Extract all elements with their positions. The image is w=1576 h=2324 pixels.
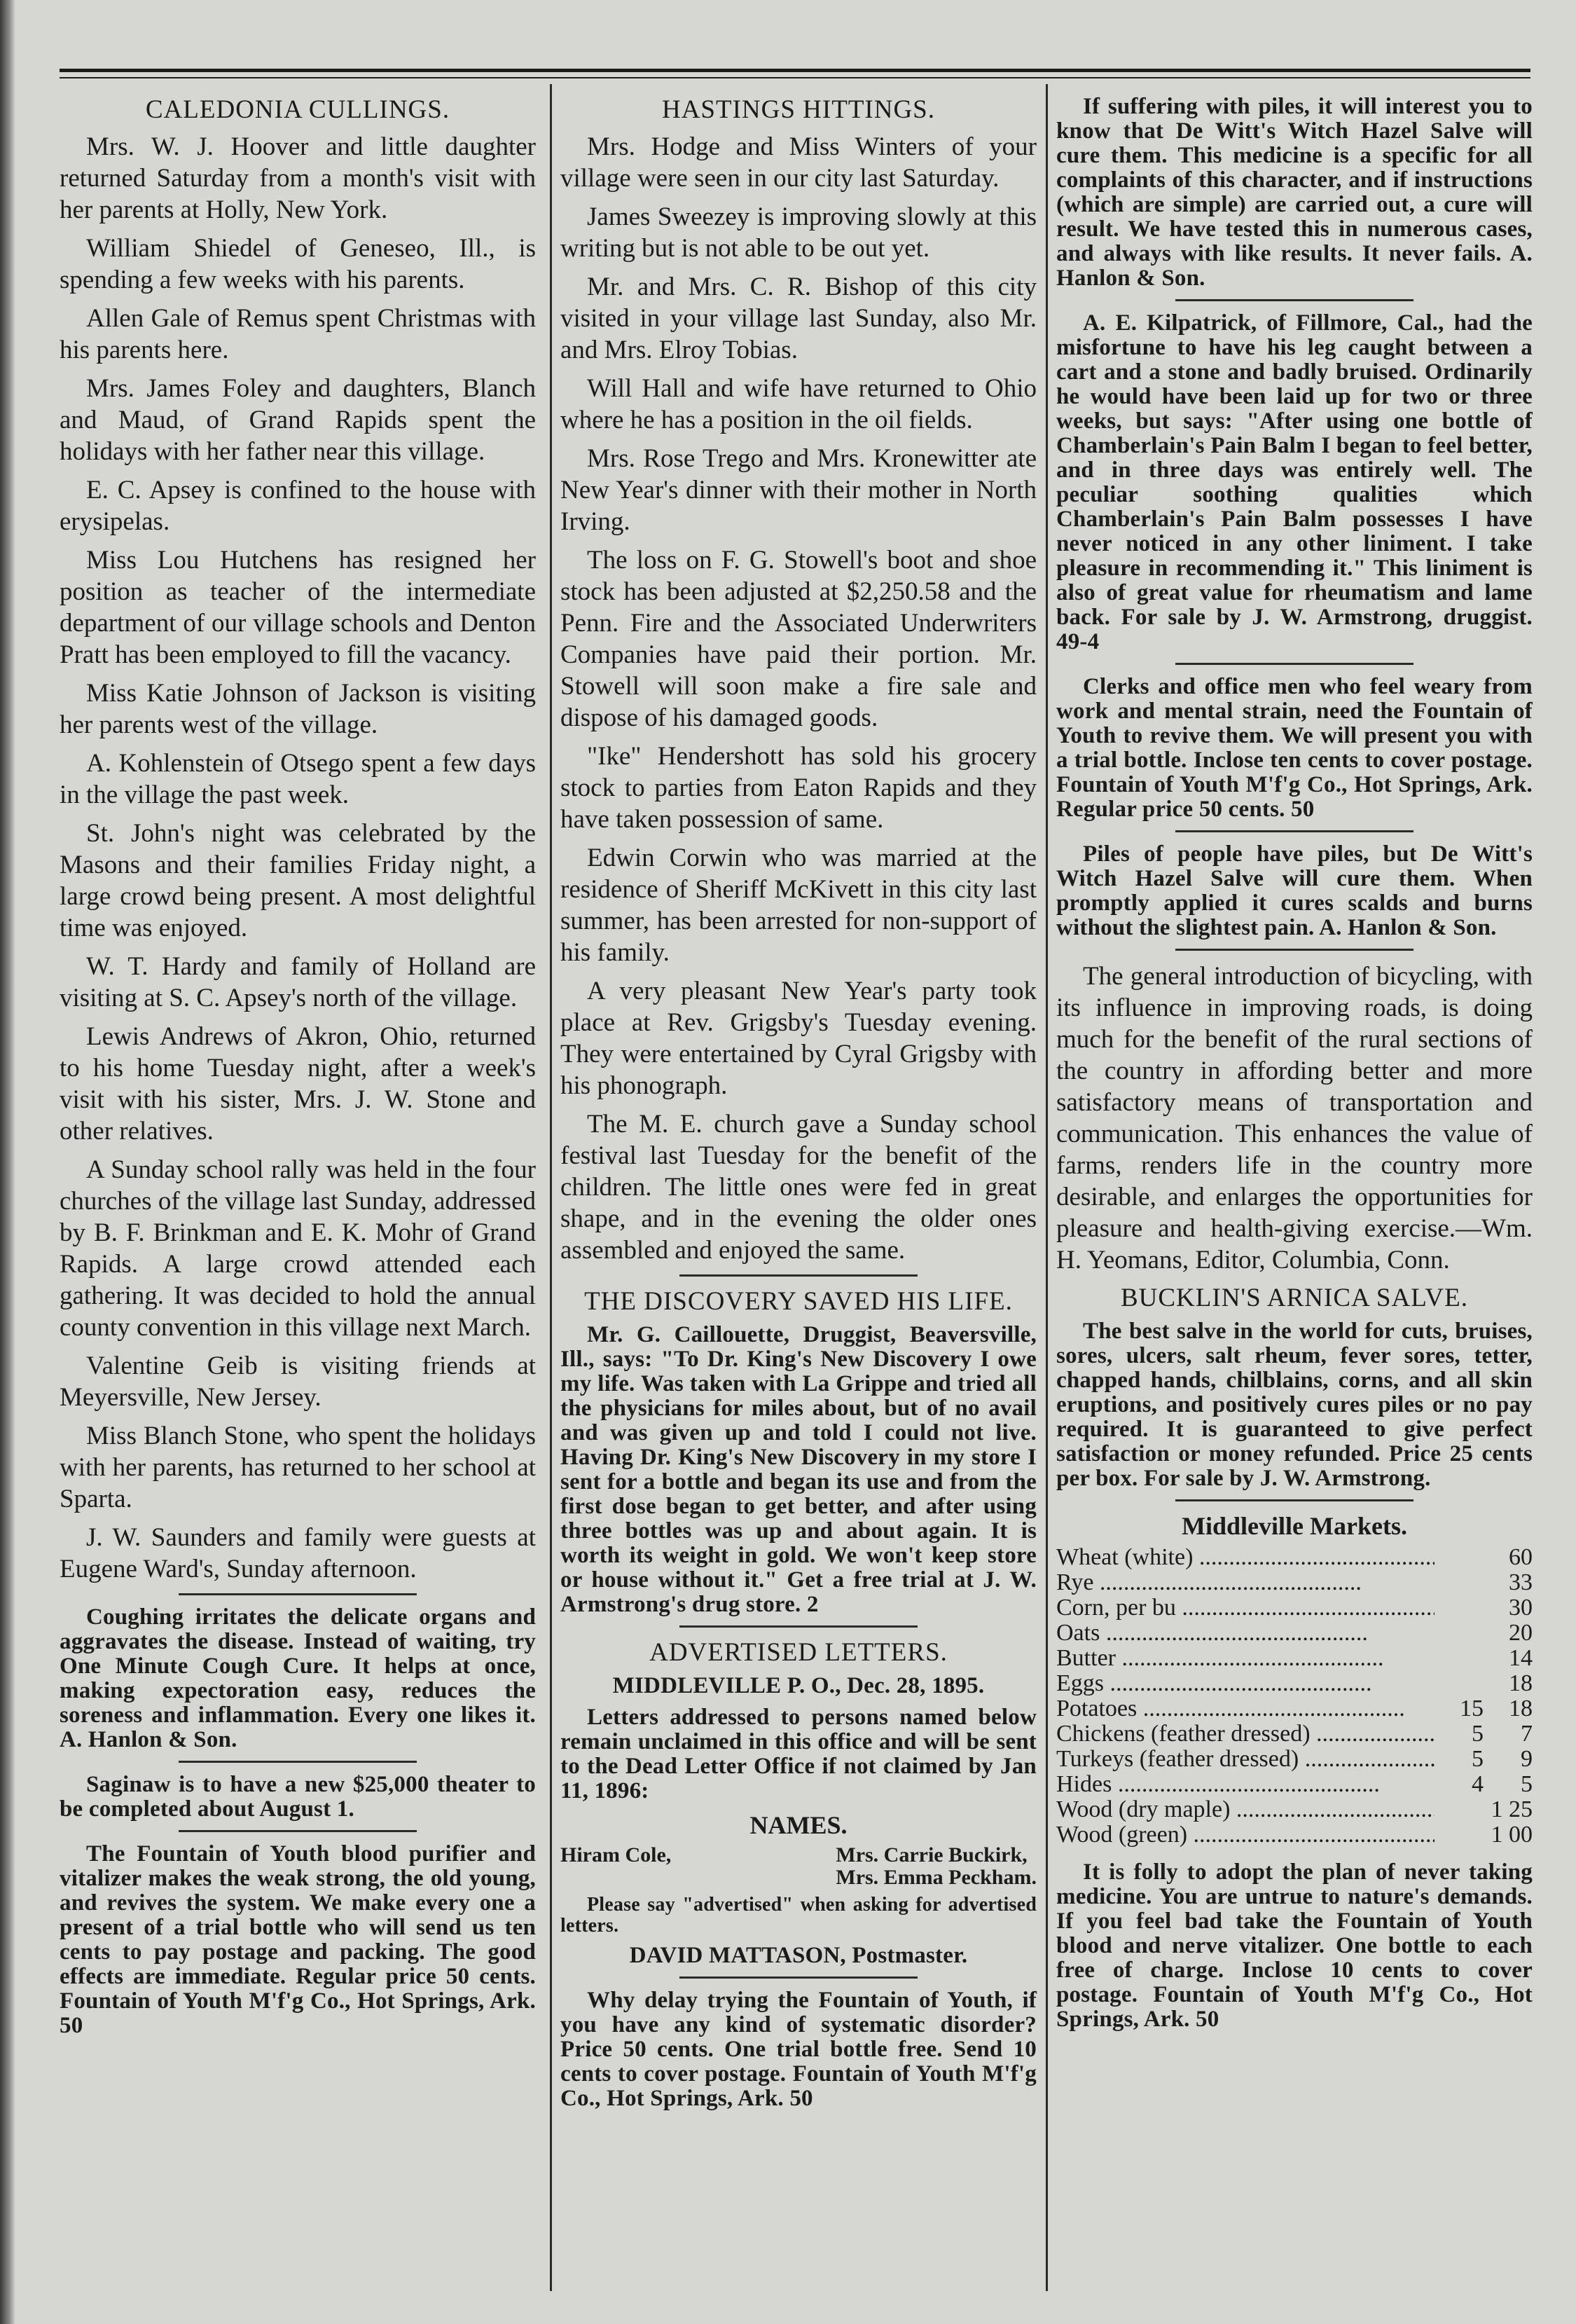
market-price-high: 18 (1509, 1696, 1533, 1721)
market-price-low: 5 (1472, 1721, 1484, 1747)
advertisement-text: Mr. G. Caillouette, Druggist, Beaversville, Ill., says: "To Dr. King's New Discovery I owe my life. Was taken with La Grippe and tried all the physicians for miles about, but of no avail and was given up and told I could not live. Having Dr. King's New Discovery in my store I sent for a bottle and began its use and from the first dose began to get better, and after using three bottles was up and about again. It is worth its weight in gold. We won't keep store or house without it." Get a free trial at J. W. Armstrong's drug store. 2 (560, 1322, 1037, 1617)
news-item: The loss on F. G. Stowell's boot and shoe stock has been adjusted at $2,250.58 and the Penn. Fire and the Associated Underwriters Companies have paid their portion. Mr. Stowell will soon make a fire sale and dispose of his damaged goods. (560, 546, 1037, 732)
market-price-high: 1 25 (1491, 1796, 1533, 1822)
news-item: The M. E. church gave a Sunday school festival last Tuesday for the benefit of the children. The little ones were fed in great shape, and in the evening the older ones assembled and enjoyed the same. (560, 1110, 1037, 1265)
market-price-high: 9 (1521, 1746, 1533, 1772)
news-item: "Ike" Hendershott has sold his grocery stock to parties from Eaton Rapids and they have taken possession of same. (560, 742, 1037, 834)
article-heading: BUCKLIN'S ARNICA SALVE. (1120, 1284, 1468, 1312)
market-price-low (1435, 1797, 1484, 1822)
market-price-high: 7 (1521, 1721, 1533, 1747)
market-price-high: 60 (1509, 1544, 1533, 1570)
advertisement-text: It is folly to adopt the plan of never taking medicine. You are untrue to nature's demands. If you feel bad take the Fountain of Youth blood and nerve vitalizer. One bottle to each free of charge. Inclose 10 cents to cover postage. Fountain of Youth M'f'g Co., Hot Springs, Ark. 50 (1056, 1859, 1533, 2032)
market-price-low (1435, 1545, 1484, 1570)
letter-names-right (836, 1844, 1037, 1889)
note-text: Please say "advertised" when asking for advertised letters. (560, 1894, 1037, 1937)
section-rule (1175, 663, 1413, 665)
news-item: Mrs. Rose Trego and Mrs. Kronewitter ate New Year's dinner with their mother in North Irving. (560, 444, 1037, 536)
news-item: St. John's night was celebrated by the Masons and their families Friday night, a large crowd being present. A most delightful time was enjoyed. (60, 819, 536, 942)
market-price-high: 1 00 (1491, 1822, 1533, 1848)
top-rule-thick (60, 69, 1530, 72)
section-rule (679, 1625, 918, 1628)
news-item: Valentine Geib is visiting friends at Meyersville, New Jersey. (60, 1352, 536, 1412)
market-row (1056, 1747, 1533, 1772)
market-row (1056, 1621, 1533, 1646)
letter-name: Mrs. Carrie Buckirk, (836, 1843, 1028, 1866)
letter-name: Mrs. Emma Peckham. (836, 1866, 1037, 1889)
news-item: A Sunday school rally was held in the four churches of the village last Sunday, addressed by B. F. Brinkman and E. K. Mohr of Grand Rapids. A large crowd attended each gathering. It was decided to hold the annual county convention in this village next March. (60, 1155, 536, 1342)
news-item: Mrs. W. J. Hoover and little daughter returned Saturday from a month's visit with her parents at Holly, New York. (60, 132, 536, 224)
news-item: Miss Lou Hutchens has resigned her position as teacher of the intermediate department of our village schools and Denton Pratt has been employed to fill the vacancy. (60, 546, 536, 669)
news-item: Miss Blanch Stone, who spent the holidays with her parents, has returned to her school at Sparta. (60, 1422, 536, 1513)
market-price-high: 18 (1509, 1670, 1533, 1696)
column-2 (560, 95, 1037, 2118)
advertisement-text: Saginaw is to have a new $25,000 theater to be completed about August 1. (60, 1772, 536, 1822)
market-item: Turkeys (feather dressed) ..... (1056, 1747, 1435, 1772)
market-price-low (1435, 1822, 1484, 1848)
market-price-low: 15 (1460, 1696, 1484, 1721)
section-rule (179, 1761, 417, 1763)
market-item: Corn, per bu ..... (1056, 1595, 1435, 1621)
market-price-high: 33 (1509, 1569, 1533, 1595)
market-price-low (1435, 1595, 1484, 1621)
news-item: William Shiedel of Geneseo, Ill., is spending a few weeks with his parents. (60, 234, 536, 294)
market-row (1056, 1822, 1533, 1848)
market-item: Wheat (white) ..... (1056, 1545, 1435, 1570)
news-item: A. Kohlenstein of Otsego spent a few days in the village the past week. (60, 749, 536, 809)
market-price-low (1435, 1621, 1484, 1646)
news-item: Lewis Andrews of Akron, Ohio, returned to his home Tuesday night, after a week's visit with his sister, Mrs. J. W. Stone and other relatives. (60, 1022, 536, 1146)
market-price-low (1435, 1646, 1484, 1671)
column-divider (1046, 84, 1048, 2291)
column-1 (60, 95, 536, 2045)
section-rule (1175, 830, 1413, 832)
market-item: Wood (green) ..... (1056, 1822, 1435, 1848)
market-item: Oats ..... (1056, 1621, 1435, 1646)
news-item: Mr. and Mrs. C. R. Bishop of this city visited in your village last Sunday, also Mr. and Mrs. Elroy Tobias. (560, 273, 1037, 364)
advertisement-text: The best salve in the world for cuts, bruises, sores, ulcers, salt rheum, fever sores, tetter, chapped hands, chilblains, corns, and all skin eruptions, and positively cures piles or no pay required. It is guaranteed to give perfect satisfaction or money refunded. Price 25 cents per box. For sale by J. W. Armstrong. (1056, 1319, 1533, 1491)
market-item: Rye ..... (1056, 1570, 1435, 1595)
advertisement-text: A. E. Kilpatrick, of Fillmore, Cal., had the misfortune to have his leg caught between a cart and a stone and badly bruised. Ordinarily he would have been laid up for two or three weeks, but says: "After using one bottle of Chamberlain's Pain Balm I began to feel better, and in three days was entirely well. The peculiar soothing qualities which Chamberlain's Pain Balm possesses I have never noticed in any other liniment. I take pleasure in recommending it." This liniment is also of great value for rheumatism and lame back. For sale by J. W. Armstrong, druggist. 49-4 (1056, 310, 1533, 654)
article-heading: ADVERTISED LETTERS. (649, 1638, 948, 1667)
top-rule-thin (60, 77, 1530, 78)
news-item: Will Hall and wife have returned to Ohio where he has a position in the oil fields. (560, 374, 1037, 434)
market-price-high: 20 (1509, 1620, 1533, 1646)
centered-line: DAVID MATTASON, Postmaster. (629, 1943, 968, 1968)
advertisement-text: If suffering with piles, it will interest you to know that De Witt's Witch Hazel Salve will cure them. This medicine is a specific for all complaints of this character, and if instructions (which are simple) are carried out, a cure will result. We have tested this in numerous cases, and always with like results. It never fails. A. Hanlon & Son. (1056, 94, 1533, 291)
market-row (1056, 1595, 1533, 1621)
market-item: Wood (dry maple) ..... (1056, 1797, 1435, 1822)
news-item: W. T. Hardy and family of Holland are visiting at S. C. Apsey's north of the village. (60, 952, 536, 1012)
news-item: Mrs. James Foley and daughters, Blanch and Maud, of Grand Rapids spent the holidays with her father near this village. (60, 374, 536, 466)
market-row (1056, 1797, 1533, 1822)
news-item: James Sweezey is improving slowly at this writing but is not able to be out yet. (560, 202, 1037, 263)
news-item: Allen Gale of Remus spent Christmas with his parents here. (60, 304, 536, 364)
advertisement-text: Why delay trying the Fountain of Youth, if you have any kind of systematic disorder? Price 50 cents. One trial bottle free. Send 10 cents to cover postage. Fountain of Youth M'f'g Co., Hot Springs, Ark. 50 (560, 1988, 1037, 2111)
market-price-low (1435, 1671, 1484, 1696)
scan-edge (0, 0, 15, 2324)
article-heading: THE DISCOVERY SAVED HIS LIFE. (584, 1287, 1013, 1316)
news-item: J. W. Saunders and family were guests at Eugene Ward's, Sunday afternoon. (60, 1523, 536, 1583)
market-price-high: 5 (1521, 1771, 1533, 1797)
market-item: Chickens (feather dressed) ..... (1056, 1721, 1435, 1747)
market-price-low (1435, 1570, 1484, 1595)
market-price-high: 14 (1509, 1645, 1533, 1671)
market-item: Hides ..... (1056, 1772, 1435, 1797)
market-price-low: 4 (1472, 1771, 1484, 1797)
section-rule (679, 1274, 918, 1277)
market-item: Potatoes ..... (1056, 1696, 1435, 1721)
market-row (1056, 1570, 1533, 1595)
advertisement-text: Clerks and office men who feel weary from work and mental strain, need the Fountain of Youth to revive them. We will present you with a trial bottle. Inclose ten cents to cover postage. Fountain of Youth M'f'g Co., Hot Springs, Ark. Regular price 50 cents. 50 (1056, 674, 1533, 822)
market-row (1056, 1671, 1533, 1696)
section-rule (179, 1593, 417, 1595)
letter-names (560, 1844, 1037, 1889)
section-rule (1175, 1499, 1413, 1501)
news-item: Miss Katie Johnson of Jackson is visiting her parents west of the village. (60, 679, 536, 739)
section-rule (1175, 949, 1413, 951)
market-row (1056, 1696, 1533, 1721)
market-price-low: 5 (1472, 1746, 1484, 1772)
market-row (1056, 1772, 1533, 1797)
section-rule (679, 1976, 918, 1979)
news-item: E. C. Apsey is confined to the house with erysipelas. (60, 476, 536, 536)
section-subheading: Middleville Markets. (1182, 1512, 1407, 1540)
column-divider (550, 84, 552, 2291)
section-rule (1175, 299, 1413, 301)
letter-name: Hiram Cole, (560, 1843, 672, 1866)
advertisement-text: Coughing irritates the delicate organs and aggravates the disease. Instead of waiting, try One Minute Cough Cure. It helps at once, making expectoration easy, reduces the soreness and inflammation. Every one likes it. A. Hanlon & Son. (60, 1604, 536, 1752)
market-row (1056, 1545, 1533, 1570)
section-rule (179, 1830, 417, 1832)
advertisement-text: Letters addressed to persons named below remain unclaimed in this office and will be sent to the Dead Letter Office if not claimed by Jan 11, 1896: (560, 1705, 1037, 1803)
column-3 (1056, 95, 1533, 2039)
market-row (1056, 1721, 1533, 1747)
section-subheading: NAMES. (749, 1811, 848, 1839)
news-item: Mrs. Hodge and Miss Winters of your village were seen in our city last Saturday. (560, 132, 1037, 193)
market-item: Butter ..... (1056, 1646, 1435, 1671)
market-price-high: 30 (1509, 1595, 1533, 1621)
advertisement-text: The Fountain of Youth blood purifier and vitalizer makes the weak strong, the old young, and revives the system. We make every one a present of a trial bottle who will send us ten cents to pay postage and packing. The good effects are immediate. Regular price 50 cents. Fountain of Youth M'f'g Co., Hot Springs, Ark. 50 (60, 1841, 536, 2038)
news-item: The general introduction of bicycling, with its influence in improving roads, is doing much for the benefit of the rural sections of the country in affording better and more satisfactory means of transportation and communication. This enhances the value of farms, renders life in the country more desirable, and enlarges the opportunities for pleasure and health-giving exercise.—Wm. H. Yeomans, Editor, Columbia, Conn. (1056, 962, 1533, 1274)
centered-line: MIDDLEVILLE P. O., Dec. 28, 1895. (612, 1673, 985, 1698)
advertisement-text: Piles of people have piles, but De Witt's Witch Hazel Salve will cure them. When promptly applied it cures scalds and burns without the slightest pain. A. Hanlon & Son. (1056, 841, 1533, 940)
news-item: A very pleasant New Year's party took place at Rev. Grigsby's Tuesday evening. They were entertained by Cyral Grigsby with his phonograph. (560, 977, 1037, 1100)
market-item: Eggs ..... (1056, 1671, 1435, 1696)
article-heading: CALEDONIA CULLINGS. (145, 95, 450, 124)
article-heading: HASTINGS HITTINGS. (661, 95, 936, 124)
markets-table (1056, 1545, 1533, 1848)
news-item: Edwin Corwin who was married at the residence of Sheriff McKivett in this city last summer, has been arrested for non-support of his family. (560, 844, 1037, 967)
market-row (1056, 1646, 1533, 1671)
